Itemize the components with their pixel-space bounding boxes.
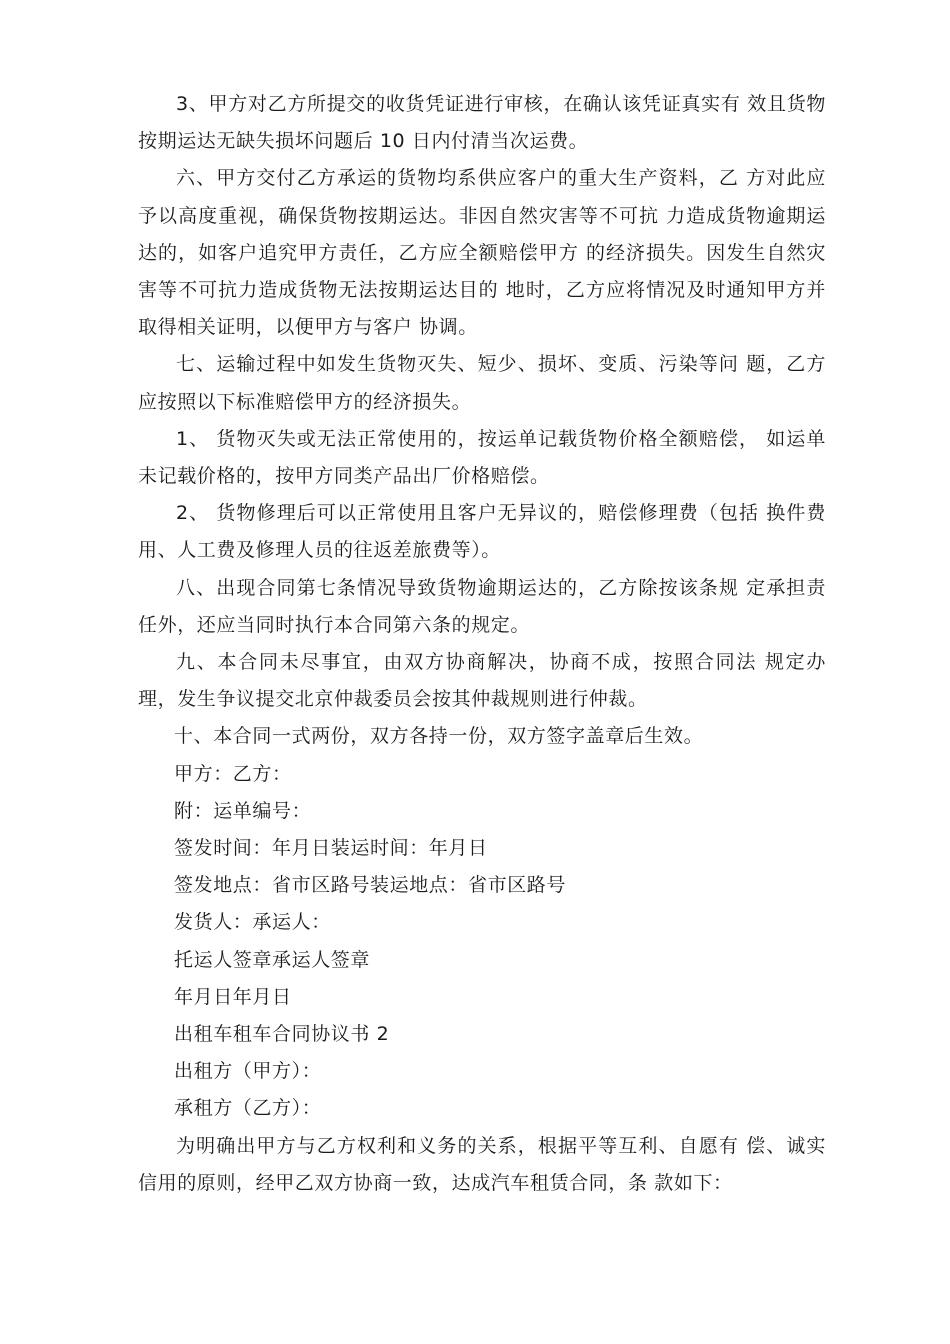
paragraph-preamble: 为明确出甲方与乙方权利和义务的关系，根据平等互利、自愿有 偿、诚实信用的原则，经甲乙双方协商一致，达成汽车租赁合同，条 款如下：: [138, 1134, 826, 1194]
paragraph-clause-nine: 九、本合同未尽事宜，由双方协商解决，协商不成，按照合同法 规定办理，发生争议提交北京仲裁委员会按其仲裁规则进行仲裁。: [138, 651, 826, 711]
line-issue-place: 签发地点：省市区路号装运地点：省市区路号: [174, 874, 567, 897]
line-dates: 年月日年月日: [174, 985, 292, 1008]
paragraph-compensation-2: 2、 货物修理后可以正常使用且客户无异议的，赔偿修理费（包括 换件费用、人工费及修理人员的往返差旅费等）。: [138, 502, 826, 562]
line-issue-time: 签发时间：年月日装运时间：年月日: [174, 837, 488, 860]
paragraph-compensation-1: 1、 货物灭失或无法正常使用的，按运单记载货物价格全额赔偿， 如运单未记载价格的，按甲方同类产品出厂价格赔偿。: [138, 427, 826, 488]
line-parties: 甲方：乙方：: [174, 762, 292, 785]
paragraph-clause-six: 六、甲方交付乙方承运的货物均系供应客户的重大生产资料，乙 方对此应予以高度重视，确保货物按期运达。非因自然灾害等不可抗 力造成货物逾期运达的，如客户追究甲方责任，乙方应全额赔偿甲方 的经济损失。因发生自然灾害等不可抗力造成货物无法按期运达目的 地时，乙方应将情况及时通知甲方并取得相关证明，以便甲方与客户 协调。: [138, 167, 826, 339]
line-waybill-number: 附：运单编号：: [174, 799, 312, 822]
line-signatures: 托运人签章承运人签章: [174, 948, 371, 971]
document-page: [138, 86, 826, 1202]
line-lessor: 出租方（甲方）：: [174, 1060, 322, 1083]
paragraph-payment-review: 3、甲方对乙方所提交的收货凭证进行审核，在确认该凭证真实有 效且货物按期运达无缺失损坏问题后 10 日内付清当次运费。: [138, 93, 826, 153]
section-title: 出租车租车合同协议书 2: [174, 1023, 390, 1046]
line-clause-ten: 十、本合同一式两份，双方各持一份，双方签字盖章后生效。: [174, 725, 704, 748]
paragraph-clause-seven: 七、运输过程中如发生货物灭失、短少、损坏、变质、污染等问 题，乙方应按照以下标准赔偿甲方的经济损失。: [138, 353, 826, 413]
line-shipper-carrier: 发货人：承运人：: [174, 911, 331, 934]
paragraph-clause-eight: 八、出现合同第七条情况导致货物逾期运达的，乙方除按该条规 定承担责任外，还应当同时执行本合同第六条的规定。: [138, 576, 826, 636]
line-lessee: 承租方（乙方）：: [174, 1097, 322, 1120]
